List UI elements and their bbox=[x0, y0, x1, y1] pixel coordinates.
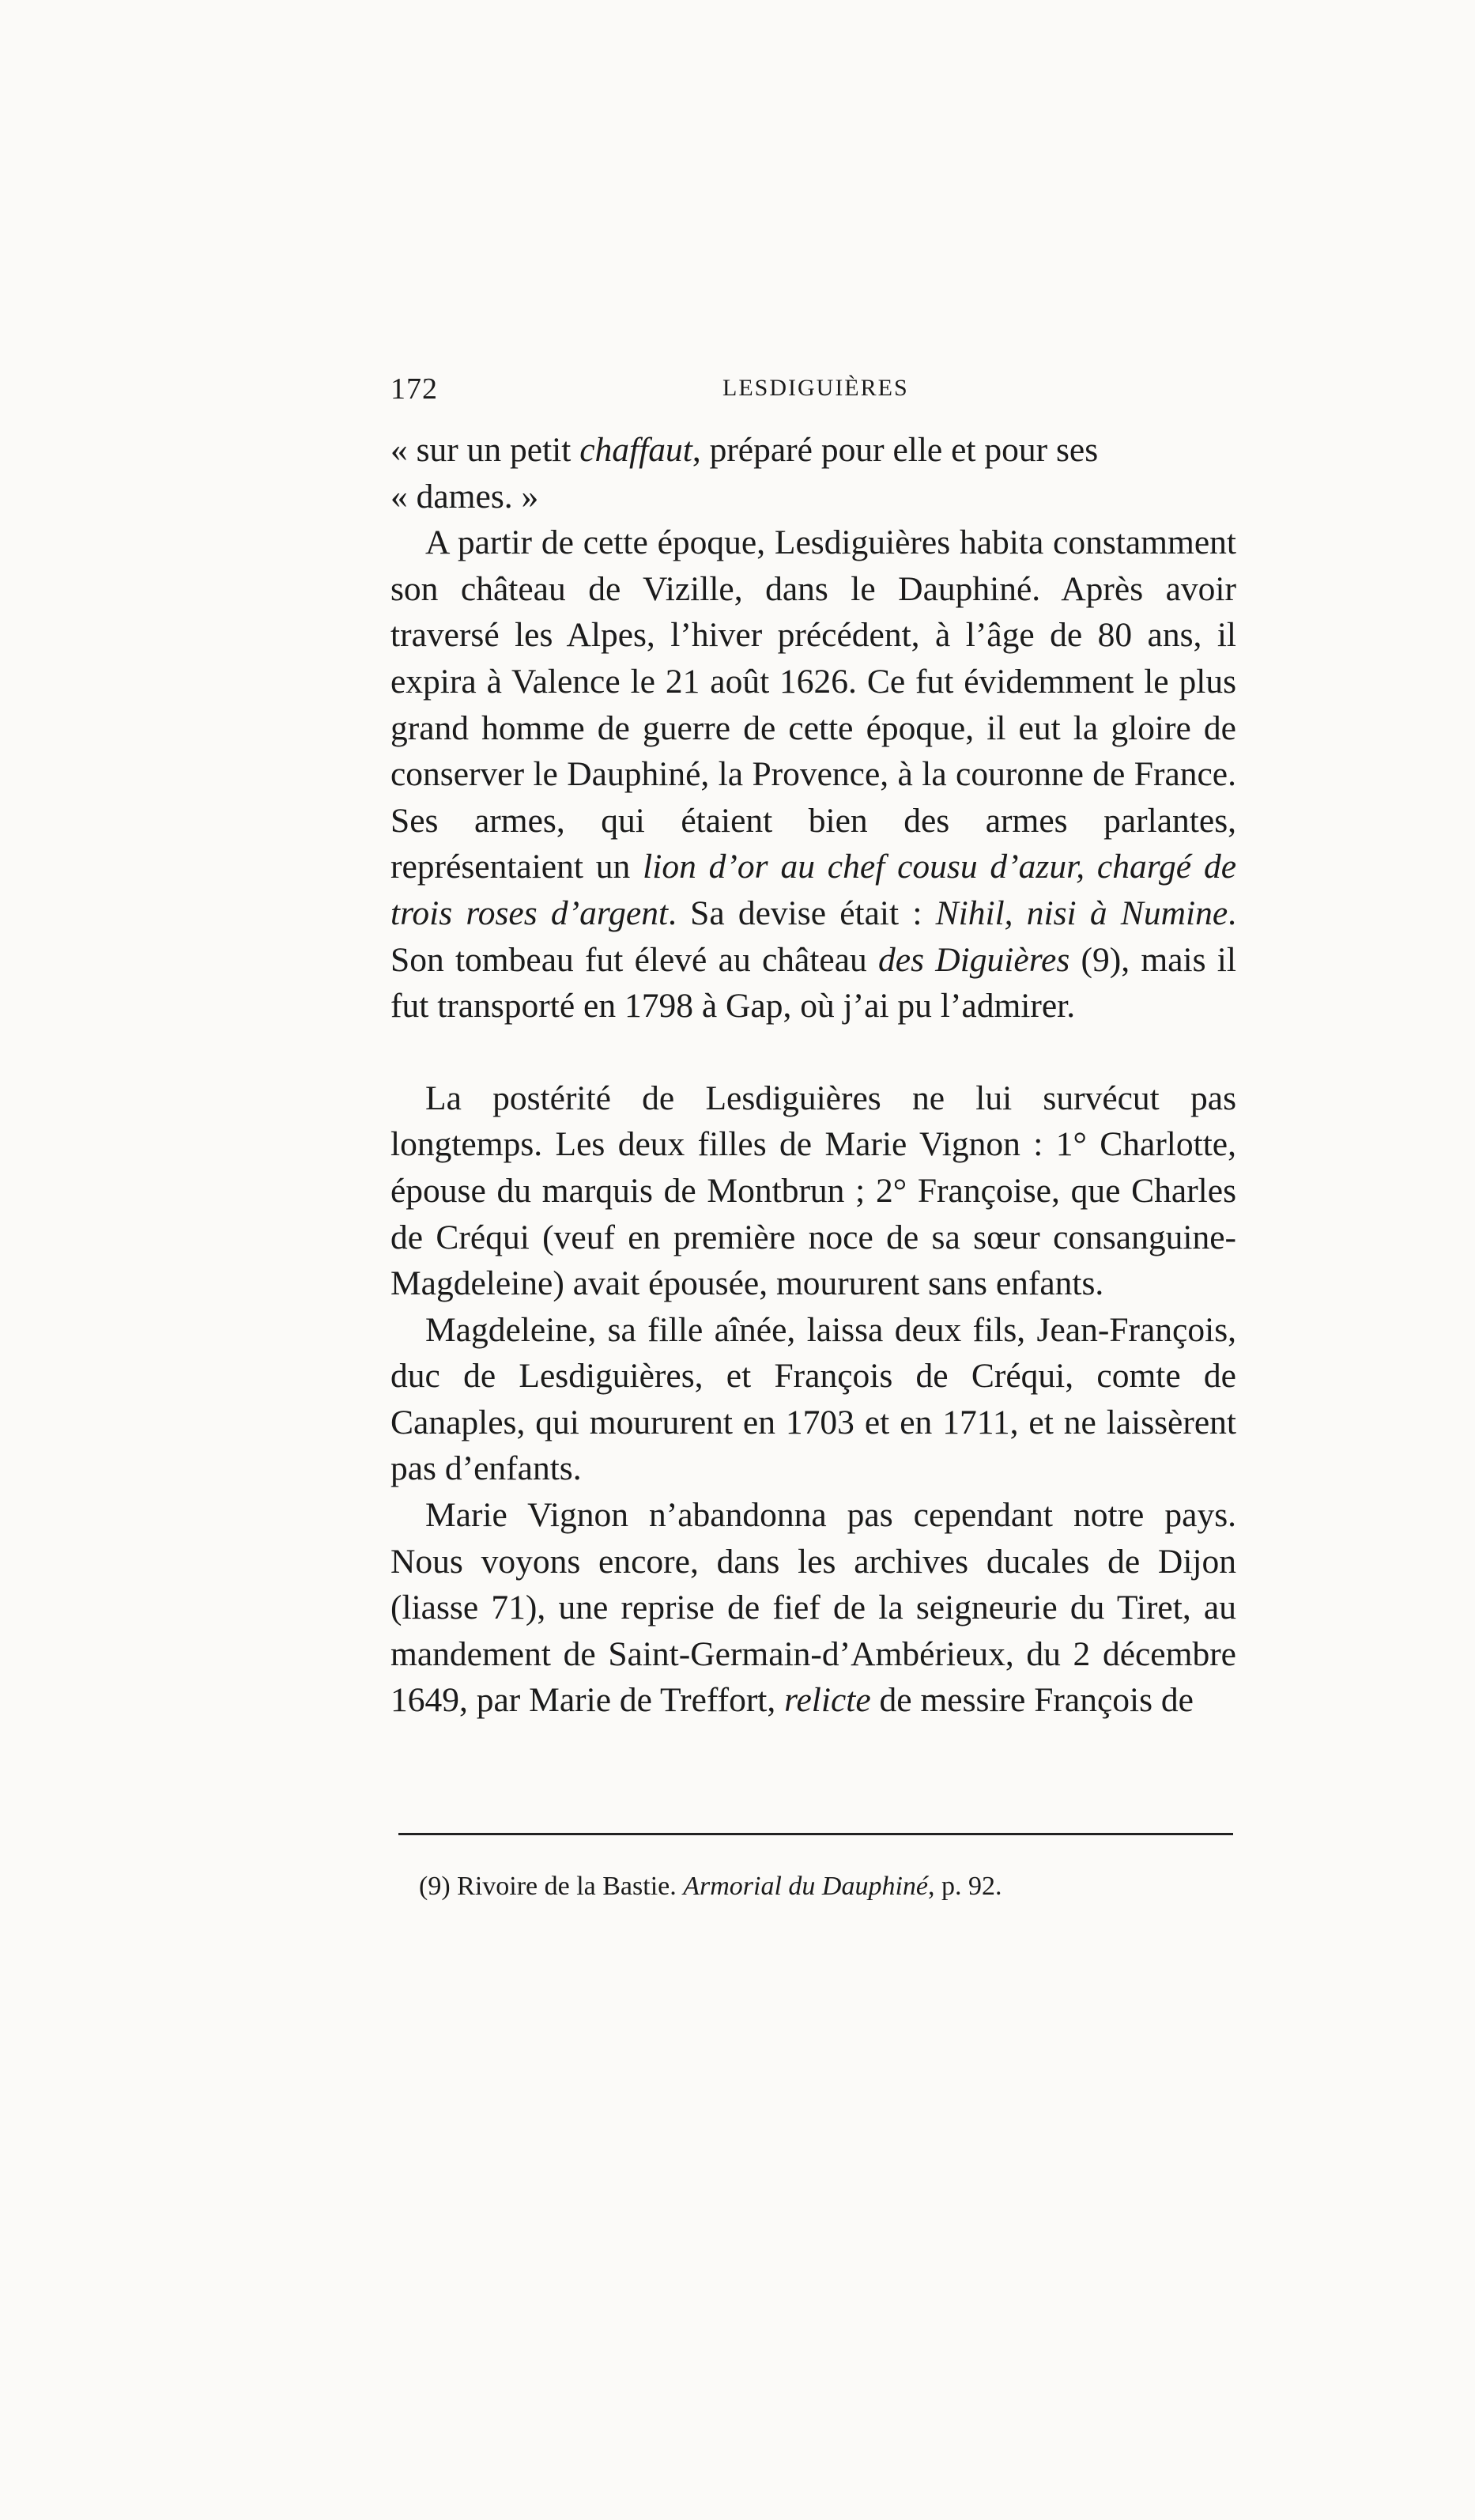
italic-term: relicte bbox=[784, 1681, 871, 1720]
text-span: (9) Rivoire de la Bastie. bbox=[419, 1872, 684, 1901]
quote-line-2: « dames. » bbox=[390, 477, 539, 516]
paragraph-quote-end bbox=[390, 427, 1236, 519]
paragraph-marie-vignon bbox=[390, 1492, 1236, 1724]
text-span: . Sa devise était : bbox=[668, 894, 936, 932]
footnote-9 bbox=[419, 1869, 1233, 1904]
page-number: 172 bbox=[390, 372, 438, 406]
paragraph-magdeleine: Magdeleine, sa fille aînée, laissa deux fils, Jean-François, duc de Lesdiguières, et François de Créqui, comte de Canaples, qui moururent en 1703 et en 1711, et ne laissèrent pas d’enfants. bbox=[390, 1310, 1236, 1488]
text-span: , p. 92. bbox=[928, 1872, 1002, 1901]
text-span: de messire François de bbox=[870, 1681, 1194, 1720]
main-text bbox=[390, 427, 1236, 1724]
italic-place: des Diguières bbox=[878, 940, 1070, 979]
paragraph-death-of-lesdiguieres bbox=[390, 519, 1236, 1030]
text-span: A partir de cette époque, Lesdiguières habita constamment son château de Vizille, dans le Dauphiné. Après avoir traversé les Alpes, l’hiver précédent, à l’âge de 80 ans, il expira à Valence le 21 août 1626. Ce fut évidemment le plus grand homme de guerre de cette époque, il eut la gloire de conserver le Dauphiné, la Provence, à la couronne de France. Ses armes, qui étaient bien des armes parlantes, représentaient un bbox=[390, 523, 1236, 886]
running-head bbox=[390, 372, 1236, 419]
footnote-divider bbox=[398, 1833, 1233, 1835]
paragraph-posterity: La postérité de Lesdiguières ne lui survécut pas longtemps. Les deux filles de Marie Vignon : 1° Charlotte, épouse du marquis de Montbrun ; 2° Françoise, que Charles de Créqui (veuf en première noce de sa sœur consanguine-Magdeleine) avait épousée, moururent sans enfants. bbox=[390, 1079, 1236, 1303]
quote-line-1 bbox=[390, 427, 1236, 474]
italic-blazon: lion d’or au chef cousu d’azur, chargé de trois roses d’argent bbox=[390, 848, 1237, 932]
footnotes bbox=[419, 1869, 1233, 1904]
italic-title: Armorial du Dauphiné bbox=[683, 1872, 929, 1901]
text-span: (9), mais il fut transporté en 1798 à Gap, où j’ai pu l’admirer. bbox=[390, 940, 1236, 1026]
text-span: Marie Vignon n’abandonna pas cependant notre pays. Nous voyons encore, dans les archives ducales de Dijon (liasse 71), une reprise de fief de la seigneurie du Tiret, au mandement de Saint-Germain-d’Ambérieux, du 2 décembre 1649, par Marie de Treffort, bbox=[390, 1496, 1236, 1720]
italic-term: chaffaut bbox=[579, 431, 692, 469]
text-span: « sur un petit bbox=[390, 431, 580, 469]
text-span: . Son tombeau fut élevé au château bbox=[390, 894, 1237, 979]
running-title: LESDIGUIÈRES bbox=[722, 375, 909, 401]
italic-motto: Nihil, nisi à Numine bbox=[935, 894, 1228, 932]
text-span: , préparé pour elle et pour ses bbox=[692, 431, 1099, 469]
